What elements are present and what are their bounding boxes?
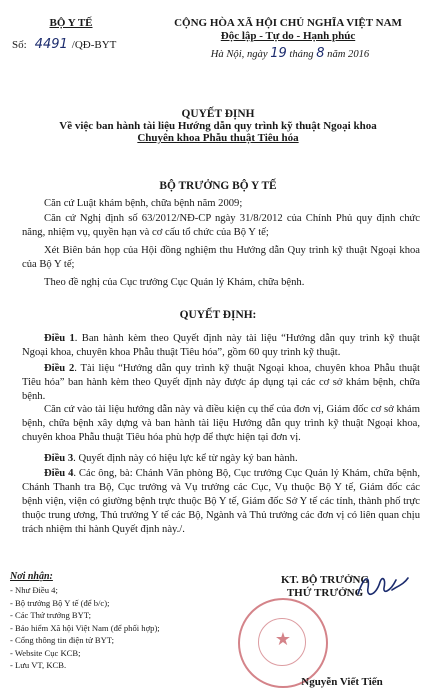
article-text: . Các ông, bà: Chánh Văn phòng Bộ, Cục trưởng Cục Quản lý Khám, chữa bệnh, Chánh Thanh tra Bộ, Cục trưởng và Vụ trưởng các Cục, Vụ thuộc Bộ Y tế, Giám đốc các bệnh viện, viện có giường bệnh trực thuộc Bộ Y tế, Giám đốc Sở Y tế các tỉnh, thành phố trực thuộc trung ương, Thủ trưởng Y tế các Bộ, Ngành và Thủ trưởng các đơn vị có liên quan chịu trách nhiệm thi hành Quyết định này./. bbox=[22, 468, 420, 535]
signature-role: THỨ TRƯỞNG bbox=[286, 587, 364, 599]
recipient-item: - Lưu VT, KCB. bbox=[10, 660, 67, 670]
number-suffix: /QĐ-BYT bbox=[71, 39, 117, 51]
preamble-council: Xét Biên bản họp của Hội đồng nghiệm thu Hướng dẫn Quy trình kỹ thuật Ngoại khoa của Bộ Y tế; bbox=[22, 245, 420, 270]
recipient-item: - Như Điều 4; bbox=[10, 585, 58, 595]
signature-on-behalf: KT. BỘ TRƯỞNG bbox=[280, 574, 370, 586]
recipient-item: - Các Thứ trưởng BYT; bbox=[10, 610, 92, 620]
recipient-item: - Website Cục KCB; bbox=[10, 647, 81, 658]
issue-date bbox=[150, 46, 430, 61]
article-2 bbox=[22, 362, 420, 404]
decide-heading: QUYẾT ĐỊNH: bbox=[179, 309, 257, 321]
authority-title: BỘ TRƯỞNG BỘ Y TẾ bbox=[159, 180, 277, 192]
article-1 bbox=[22, 332, 420, 360]
official-seal bbox=[238, 598, 328, 688]
subject-line-1: Về việc ban hành tài liệu Hướng dẫn quy trình kỹ thuật Ngoại khoa bbox=[59, 120, 377, 132]
article-label: Điều 3 bbox=[44, 453, 74, 464]
article-text: Căn cứ vào tài liệu hướng dẫn này và điều kiện cụ thể của đơn vị, Giám đốc cơ sở khám bệnh, chữa bệnh xây dựng và ban hành tài liệu Hướng dẫn quy trình kỹ thuật Ngoại khoa, chuyên khoa Phẫu thuật Tiêu hóa phù hợp để thực hiện tại đơn vị. bbox=[22, 404, 420, 443]
recipients-block bbox=[10, 571, 200, 672]
article-text: . Tài liệu “Hướng dẫn quy trình kỹ thuật Ngoại khoa, chuyên khoa Phẫu thuật Tiêu hóa” ban hành kèm theo Quyết định này được áp dụng tại các cơ sở khám bệnh, chữa bệnh. bbox=[22, 363, 420, 402]
recipients-list bbox=[10, 584, 200, 672]
date-month: 8 bbox=[316, 46, 325, 61]
handwritten-number: 4491 bbox=[34, 37, 68, 52]
article-4 bbox=[22, 467, 420, 537]
motto-text: Độc lập - Tự do - Hạnh phúc bbox=[220, 30, 356, 42]
date-day: 19 bbox=[270, 46, 287, 61]
motto bbox=[148, 30, 428, 42]
country-name: CỘNG HÒA XÃ HỘI CHỦ NGHĨA VIỆT NAM bbox=[174, 17, 402, 29]
subject-line-2 bbox=[0, 132, 436, 144]
document-number bbox=[12, 35, 137, 69]
recipient-item: - Cổng thông tin điện tử BYT; bbox=[10, 635, 114, 645]
article-text: . Ban hành kèm theo Quyết định này tài liệu “Hướng dẫn quy trình kỹ thuật Ngoại khoa, chuyên khoa Phẫu thuật Tiêu hóa”, gồm 60 quy trình kỹ thuật. bbox=[22, 333, 420, 358]
number-prefix: Số: bbox=[12, 39, 27, 51]
article-2-paragraph bbox=[22, 403, 420, 445]
date-month-word: tháng bbox=[289, 49, 314, 60]
signer-name: Nguyễn Viết Tiến bbox=[301, 676, 383, 688]
preamble-law: Căn cứ Luật khám bệnh, chữa bệnh năm 2009; bbox=[44, 198, 243, 209]
date-prefix: Hà Nội, ngày bbox=[210, 49, 268, 60]
preamble-proposal: Theo đề nghị của Cục trưởng Cục Quản lý Khám, chữa bệnh. bbox=[44, 277, 305, 288]
date-year: năm 2016 bbox=[327, 49, 370, 60]
preamble-decree: Căn cứ Nghị định số 63/2012/NĐ-CP ngày 31/8/2012 của Chính Phủ quy định chức năng, nhiệm vụ, quyền hạn và cơ cấu tổ chức của Bộ Y tế; bbox=[22, 213, 420, 238]
recipient-item: - Bộ trưởng Bộ Y tế (để b/c); bbox=[10, 597, 110, 608]
article-label: Điều 4 bbox=[44, 468, 74, 479]
handwritten-signature-icon bbox=[352, 570, 412, 604]
recipients-heading: Nơi nhận: bbox=[10, 571, 53, 582]
article-label: Điều 1 bbox=[44, 333, 75, 344]
decision-title: QUYẾT ĐỊNH bbox=[181, 108, 255, 120]
subject-line-2-text: Chuyên khoa Phẫu thuật Tiêu hóa bbox=[137, 132, 299, 144]
star-icon: ★ bbox=[274, 629, 292, 649]
article-label: Điều 2 bbox=[44, 363, 75, 374]
recipient-item: - Bảo hiểm Xã hội Việt Nam (để phối hợp); bbox=[10, 622, 160, 633]
article-text: . Quyết định này có hiệu lực kể từ ngày ký ban hành. bbox=[73, 453, 298, 464]
ministry-name: BỘ Y TẾ bbox=[49, 17, 93, 29]
article-3 bbox=[22, 452, 420, 466]
